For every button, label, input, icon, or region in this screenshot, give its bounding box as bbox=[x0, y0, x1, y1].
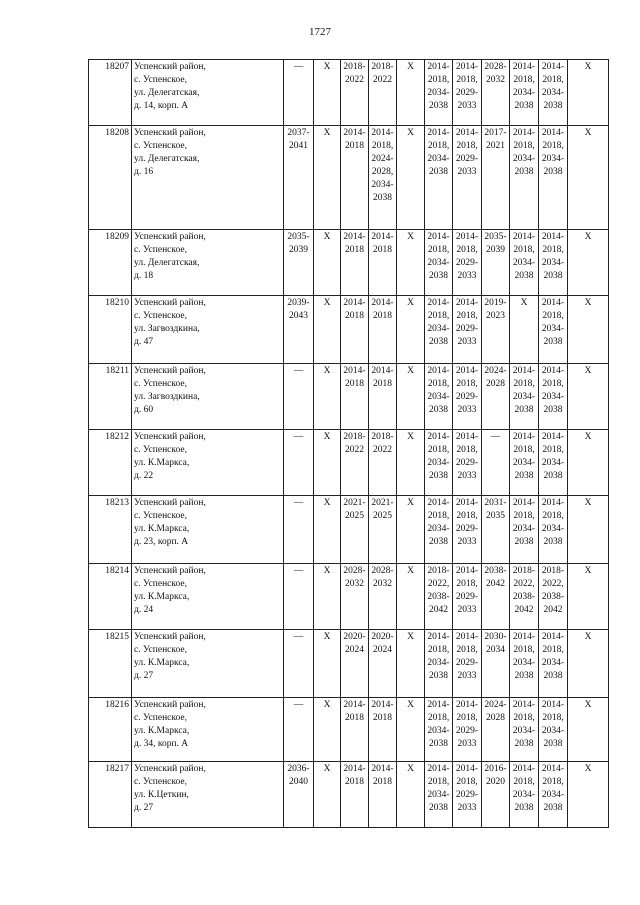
period-cell: Х bbox=[397, 698, 425, 762]
period-cell: 2014- 2018, 2029- 2033 bbox=[453, 296, 482, 364]
period-cell: Х bbox=[397, 630, 425, 698]
address-line: д. 47 bbox=[134, 337, 154, 347]
period-cell: 2019- 2023 bbox=[482, 296, 510, 364]
period-cell: 2014- 2018, 2034- 2038 bbox=[510, 60, 539, 126]
period-cell: 2014- 2018, 2034- 2038 bbox=[425, 630, 453, 698]
address-line: Успенский район, bbox=[134, 498, 206, 508]
table-row bbox=[89, 496, 609, 564]
table-row bbox=[89, 60, 609, 126]
period-cell: Х bbox=[568, 564, 609, 630]
period-cell: 2014- 2018, 2034- 2038 bbox=[425, 430, 453, 496]
period-cell: 2018- 2022 bbox=[341, 60, 369, 126]
period-cell: 2014- 2018 bbox=[341, 698, 369, 762]
period-cell: 2024- 2028 bbox=[482, 364, 510, 430]
period-cell: 2014- 2018, 2034- 2038 bbox=[539, 126, 568, 230]
period-cell: 2014- 2018, 2029- 2033 bbox=[453, 430, 482, 496]
address-cell bbox=[132, 630, 284, 698]
period-cell: 2018- 2022, 2038- 2042 bbox=[539, 564, 568, 630]
period-cell: 2014- 2018, 2029- 2033 bbox=[453, 698, 482, 762]
address-line: с. Успенское, bbox=[134, 445, 187, 455]
period-cell: — bbox=[284, 430, 314, 496]
period-cell: 2014- 2018, 2034- 2038 bbox=[539, 762, 568, 828]
period-cell: Х bbox=[568, 364, 609, 430]
address-line: ул. Загвоздкина, bbox=[134, 392, 200, 402]
address-line: Успенский район, bbox=[134, 62, 206, 72]
period-cell: 2014- 2018, 2034- 2038 bbox=[539, 430, 568, 496]
period-cell: Х bbox=[568, 60, 609, 126]
period-cell: — bbox=[284, 630, 314, 698]
address-line: Успенский район, bbox=[134, 566, 206, 576]
period-cell: 2021- 2025 bbox=[369, 496, 397, 564]
address-line: д. 24 bbox=[134, 605, 154, 615]
period-cell: 2014- 2018, 2029- 2033 bbox=[453, 564, 482, 630]
address-line: ул. К.Маркса, bbox=[134, 524, 190, 534]
period-cell: 2014- 2018, 2034- 2038 bbox=[510, 126, 539, 230]
period-cell: 2028- 2032 bbox=[341, 564, 369, 630]
period-cell: 2028- 2032 bbox=[369, 564, 397, 630]
period-cell: 2035- 2039 bbox=[284, 230, 314, 296]
period-cell: 2014- 2018, 2034- 2038 bbox=[425, 296, 453, 364]
address-cell bbox=[132, 698, 284, 762]
period-cell: 2037- 2041 bbox=[284, 126, 314, 230]
address-line: д. 60 bbox=[134, 405, 154, 415]
period-cell: 2014- 2018, 2024- 2028, 2034- 2038 bbox=[369, 126, 397, 230]
address-line: Успенский район, bbox=[134, 632, 206, 642]
period-cell: Х bbox=[397, 364, 425, 430]
period-cell: 2014- 2018, 2029- 2033 bbox=[453, 762, 482, 828]
period-cell: Х bbox=[397, 762, 425, 828]
row-id: 18209 bbox=[89, 230, 132, 296]
period-cell: 2014- 2018 bbox=[341, 126, 369, 230]
period-cell: 2014- 2018, 2034- 2038 bbox=[510, 230, 539, 296]
period-cell: Х bbox=[397, 60, 425, 126]
period-cell: — bbox=[284, 564, 314, 630]
address-line: Успенский район, bbox=[134, 432, 206, 442]
period-cell: 2014- 2018, 2034- 2038 bbox=[510, 698, 539, 762]
period-cell: 2014- 2018 bbox=[369, 230, 397, 296]
period-cell: Х bbox=[510, 296, 539, 364]
period-cell: 2014- 2018 bbox=[369, 296, 397, 364]
address-line: ул. Делегатская, bbox=[134, 154, 200, 164]
period-cell: 2014- 2018, 2034- 2038 bbox=[539, 630, 568, 698]
period-cell: Х bbox=[314, 364, 341, 430]
address-line: д. 16 bbox=[134, 167, 154, 177]
period-cell: Х bbox=[314, 698, 341, 762]
period-cell: 2014- 2018, 2034- 2038 bbox=[539, 496, 568, 564]
address-line: Успенский район, bbox=[134, 232, 206, 242]
row-id: 18216 bbox=[89, 698, 132, 762]
period-cell: 2014- 2018, 2034- 2038 bbox=[539, 364, 568, 430]
period-cell: 2014- 2018, 2034- 2038 bbox=[425, 762, 453, 828]
period-cell: 2020- 2024 bbox=[341, 630, 369, 698]
table-row bbox=[89, 296, 609, 364]
period-cell: — bbox=[284, 60, 314, 126]
period-cell: Х bbox=[397, 496, 425, 564]
address-line: ул. Загвоздкина, bbox=[134, 324, 200, 334]
period-cell: 2014- 2018 bbox=[369, 364, 397, 430]
address-line: д. 27 bbox=[134, 671, 154, 681]
period-cell: 2014- 2018, 2034- 2038 bbox=[425, 364, 453, 430]
period-cell: 2014- 2018 bbox=[341, 762, 369, 828]
row-id: 18215 bbox=[89, 630, 132, 698]
page-number: 1727 bbox=[309, 26, 331, 38]
period-cell: 2014- 2018 bbox=[369, 698, 397, 762]
period-cell: 2039- 2043 bbox=[284, 296, 314, 364]
period-cell: Х bbox=[314, 296, 341, 364]
address-line: д. 23, корп. А bbox=[134, 537, 189, 547]
period-cell: 2014- 2018, 2029- 2033 bbox=[453, 126, 482, 230]
period-cell: 2014- 2018 bbox=[341, 364, 369, 430]
period-cell: 2014- 2018, 2034- 2038 bbox=[425, 126, 453, 230]
row-id: 18212 bbox=[89, 430, 132, 496]
address-line: д. 27 bbox=[134, 803, 154, 813]
table-row bbox=[89, 430, 609, 496]
table-row bbox=[89, 126, 609, 230]
period-cell: Х bbox=[568, 496, 609, 564]
period-cell: 2014- 2018 bbox=[369, 762, 397, 828]
period-cell: 2014- 2018, 2029- 2033 bbox=[453, 630, 482, 698]
period-cell: 2014- 2018, 2029- 2033 bbox=[453, 60, 482, 126]
period-cell: Х bbox=[397, 126, 425, 230]
period-cell: 2014- 2018, 2034- 2038 bbox=[510, 430, 539, 496]
period-cell: 2014- 2018, 2034- 2038 bbox=[425, 60, 453, 126]
address-line: Успенский район, bbox=[134, 700, 206, 710]
address-cell bbox=[132, 564, 284, 630]
period-cell: 2014- 2018, 2029- 2033 bbox=[453, 230, 482, 296]
address-line: с. Успенское, bbox=[134, 75, 187, 85]
address-cell bbox=[132, 296, 284, 364]
period-cell: Х bbox=[568, 296, 609, 364]
period-cell: 2020- 2024 bbox=[369, 630, 397, 698]
address-cell bbox=[132, 430, 284, 496]
table-row bbox=[89, 630, 609, 698]
address-line: ул. Делегатская, bbox=[134, 88, 200, 98]
period-cell: — bbox=[284, 698, 314, 762]
period-cell: — bbox=[284, 496, 314, 564]
period-cell: 2018- 2022, 2038- 2042 bbox=[425, 564, 453, 630]
period-cell: — bbox=[482, 430, 510, 496]
period-cell: Х bbox=[314, 60, 341, 126]
address-line: ул. К.Маркса, bbox=[134, 658, 190, 668]
period-cell: 2021- 2025 bbox=[341, 496, 369, 564]
table-row bbox=[89, 230, 609, 296]
row-id: 18210 bbox=[89, 296, 132, 364]
period-cell: Х bbox=[397, 564, 425, 630]
register-table bbox=[88, 59, 609, 828]
period-cell: Х bbox=[314, 430, 341, 496]
period-cell: Х bbox=[568, 230, 609, 296]
period-cell: 2014- 2018, 2034- 2038 bbox=[539, 60, 568, 126]
period-cell: Х bbox=[397, 430, 425, 496]
period-cell: Х bbox=[568, 762, 609, 828]
period-cell: Х bbox=[314, 630, 341, 698]
address-line: с. Успенское, bbox=[134, 777, 187, 787]
period-cell: — bbox=[284, 364, 314, 430]
period-cell: Х bbox=[568, 698, 609, 762]
row-id: 18211 bbox=[89, 364, 132, 430]
period-cell: 2017- 2021 bbox=[482, 126, 510, 230]
address-line: Успенский район, bbox=[134, 128, 206, 138]
period-cell: 2014- 2018, 2034- 2038 bbox=[510, 762, 539, 828]
address-line: с. Успенское, bbox=[134, 713, 187, 723]
period-cell: 2014- 2018, 2029- 2033 bbox=[453, 496, 482, 564]
address-line: д. 14, корп. А bbox=[134, 101, 189, 111]
period-cell: 2014- 2018, 2034- 2038 bbox=[539, 230, 568, 296]
address-cell bbox=[132, 762, 284, 828]
address-line: ул. К.Маркса, bbox=[134, 726, 190, 736]
register-table-body bbox=[89, 60, 609, 828]
period-cell: 2014- 2018, 2034- 2038 bbox=[539, 296, 568, 364]
address-line: с. Успенское, bbox=[134, 645, 187, 655]
period-cell: 2014- 2018 bbox=[341, 230, 369, 296]
period-cell: 2014- 2018, 2034- 2038 bbox=[425, 496, 453, 564]
table-row bbox=[89, 698, 609, 762]
period-cell: Х bbox=[314, 496, 341, 564]
period-cell: 2028- 2032 bbox=[482, 60, 510, 126]
period-cell: Х bbox=[314, 126, 341, 230]
period-cell: Х bbox=[314, 230, 341, 296]
row-id: 18208 bbox=[89, 126, 132, 230]
address-line: с. Успенское, bbox=[134, 245, 187, 255]
address-line: д. 34, корп. А bbox=[134, 739, 189, 749]
period-cell: Х bbox=[397, 230, 425, 296]
period-cell: 2036- 2040 bbox=[284, 762, 314, 828]
address-line: с. Успенское, bbox=[134, 379, 187, 389]
address-line: д. 22 bbox=[134, 471, 154, 481]
period-cell: 2014- 2018 bbox=[341, 296, 369, 364]
period-cell: 2016- 2020 bbox=[482, 762, 510, 828]
period-cell: Х bbox=[314, 762, 341, 828]
period-cell: Х bbox=[568, 430, 609, 496]
address-line: ул. К.Маркса, bbox=[134, 458, 190, 468]
period-cell: Х bbox=[397, 296, 425, 364]
period-cell: 2018- 2022 bbox=[369, 60, 397, 126]
period-cell: 2014- 2018, 2034- 2038 bbox=[510, 496, 539, 564]
row-id: 18214 bbox=[89, 564, 132, 630]
address-cell bbox=[132, 60, 284, 126]
address-line: д. 18 bbox=[134, 271, 154, 281]
period-cell: 2018- 2022, 2038- 2042 bbox=[510, 564, 539, 630]
row-id: 18207 bbox=[89, 60, 132, 126]
period-cell: 2018- 2022 bbox=[341, 430, 369, 496]
period-cell: 2014- 2018, 2034- 2038 bbox=[425, 698, 453, 762]
address-line: ул. Делегатская, bbox=[134, 258, 200, 268]
address-cell bbox=[132, 364, 284, 430]
table-row bbox=[89, 364, 609, 430]
address-line: Успенский район, bbox=[134, 298, 206, 308]
period-cell: Х bbox=[568, 126, 609, 230]
period-cell: 2014- 2018, 2034- 2038 bbox=[539, 698, 568, 762]
row-id: 18217 bbox=[89, 762, 132, 828]
period-cell: 2024- 2028 bbox=[482, 698, 510, 762]
period-cell: 2014- 2018, 2034- 2038 bbox=[510, 364, 539, 430]
address-cell bbox=[132, 230, 284, 296]
period-cell: 2031- 2035 bbox=[482, 496, 510, 564]
address-line: Успенский район, bbox=[134, 764, 206, 774]
period-cell: 2035- 2039 bbox=[482, 230, 510, 296]
period-cell: 2038- 2042 bbox=[482, 564, 510, 630]
period-cell: 2014- 2018, 2029- 2033 bbox=[453, 364, 482, 430]
table-row bbox=[89, 762, 609, 828]
address-line: с. Успенское, bbox=[134, 579, 187, 589]
address-cell bbox=[132, 496, 284, 564]
address-line: с. Успенское, bbox=[134, 311, 187, 321]
period-cell: 2018- 2022 bbox=[369, 430, 397, 496]
table-row bbox=[89, 564, 609, 630]
address-cell bbox=[132, 126, 284, 230]
period-cell: 2014- 2018, 2034- 2038 bbox=[425, 230, 453, 296]
period-cell: 2014- 2018, 2034- 2038 bbox=[510, 630, 539, 698]
address-line: ул. К.Цеткин, bbox=[134, 790, 189, 800]
address-line: с. Успенское, bbox=[134, 141, 187, 151]
period-cell: 2030- 2034 bbox=[482, 630, 510, 698]
address-line: Успенский район, bbox=[134, 366, 206, 376]
row-id: 18213 bbox=[89, 496, 132, 564]
address-line: с. Успенское, bbox=[134, 511, 187, 521]
address-line: ул. К.Маркса, bbox=[134, 592, 190, 602]
period-cell: Х bbox=[568, 630, 609, 698]
period-cell: Х bbox=[314, 564, 341, 630]
